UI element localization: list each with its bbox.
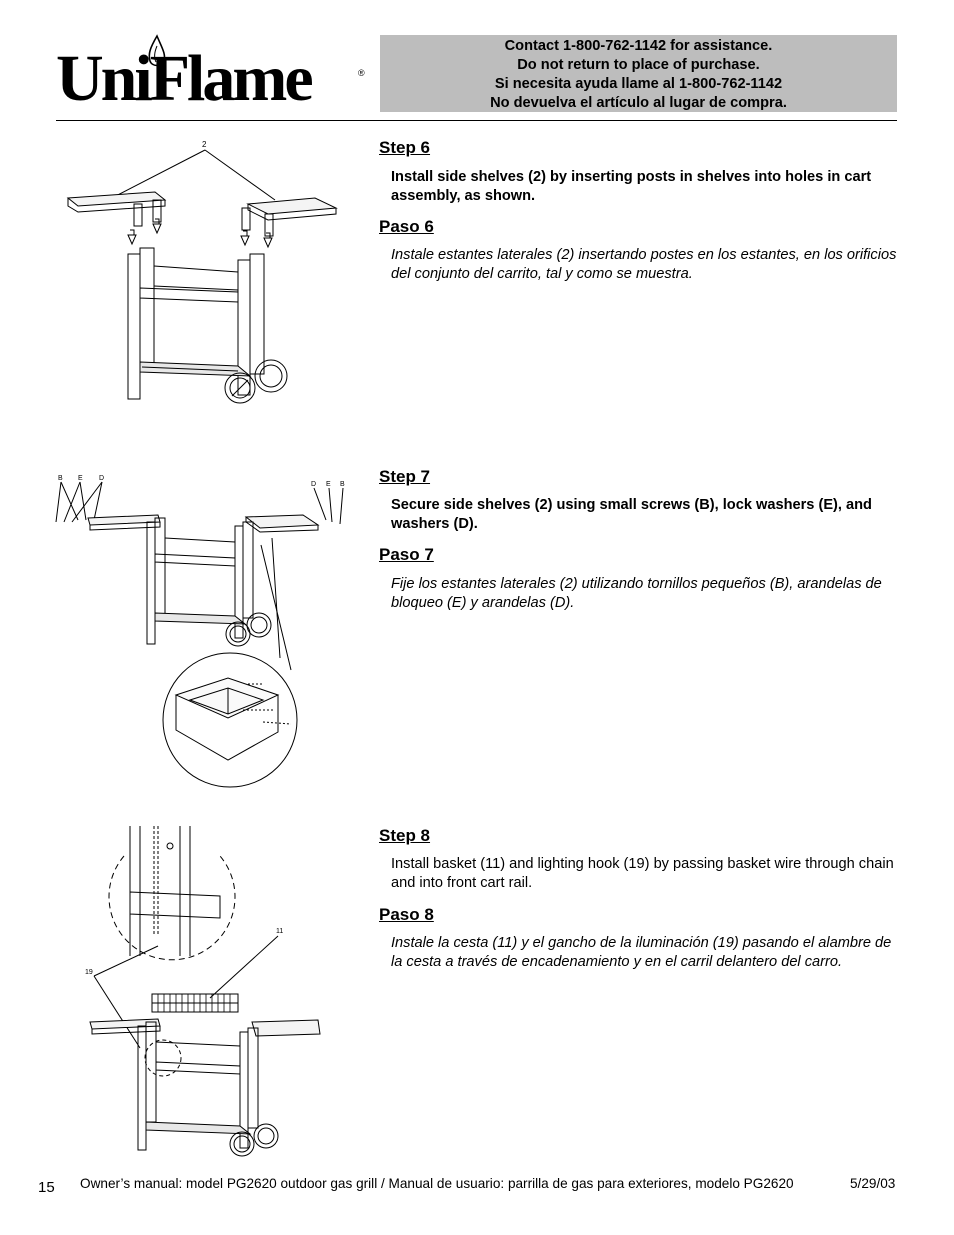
page-number: 15 — [38, 1179, 55, 1196]
step6-title: Step 6 — [379, 138, 431, 157]
step7-text: Secure side shelves (2) using small screws (B), lock washers (E), and washers (D). — [391, 497, 872, 532]
uniflame-logo — [56, 34, 370, 116]
figure-label-19: 19 — [85, 969, 93, 976]
paso7-text: Fije los estantes laterales (2) utilizando tornillos pequeños (B), arandelas de bloqueo (E) y arandelas (D). — [391, 576, 882, 611]
contact-line: Si necesita ayuda llame al 1-800-762-1142 — [494, 76, 783, 92]
paso7-title: Paso 7 — [379, 545, 434, 564]
paso8-title: Paso 8 — [379, 905, 434, 924]
header-divider — [56, 120, 897, 121]
figure-label-right-B: B — [340, 481, 345, 488]
paso6-title: Paso 6 — [379, 217, 434, 236]
contact-box — [380, 35, 897, 112]
figure-label-right-E: E — [326, 481, 331, 488]
footer-date: 5/29/03 — [850, 1176, 896, 1191]
step7-figure — [48, 470, 358, 800]
step7-title: Step 7 — [379, 467, 431, 486]
step8-title: Step 8 — [379, 826, 431, 845]
brand-name: UniFlame — [56, 42, 311, 115]
contact-line: Contact 1-800-762-1142 for assistance. — [504, 38, 773, 54]
step6-text: Install side shelves (2) by inserting posts in shelves into holes in cart assembly, as shown. — [391, 169, 872, 204]
figure-label-left-E: E — [78, 475, 83, 482]
step6-figure — [60, 136, 360, 416]
figure-label-left-D: D — [99, 475, 105, 482]
contact-line: Do not return to place of purchase. — [517, 57, 760, 73]
figure-label-right-D: D — [311, 481, 317, 488]
footer-manual-title: Owner’s manual: model PG2620 outdoor gas grill / Manual de usuario: parrilla de gas para exteriores, modelo PG2620 — [80, 1176, 794, 1191]
step8-text: Install basket (11) and lighting hook (19) by passing basket wire through chain and into front cart rail. — [391, 856, 894, 891]
figure-label-left-B: B — [58, 475, 63, 482]
figure-label-2: 2 — [202, 140, 207, 149]
figure-label-11: 11 — [276, 928, 284, 935]
registered-mark: ® — [358, 68, 365, 78]
contact-line: No devuelva el artículo al lugar de compra. — [490, 95, 787, 111]
paso6-text: Instale estantes laterales (2) insertando postes en los estantes, en los orificios del conjunto del carrito, tal y como se muestra. — [391, 247, 897, 282]
step8-figure — [80, 826, 330, 1166]
paso8-text: Instale la cesta (11) y el gancho de la iluminación (19) pasando el alambre de la cesta a través de encadenamiento y en el carril delantero del carro. — [391, 935, 892, 970]
